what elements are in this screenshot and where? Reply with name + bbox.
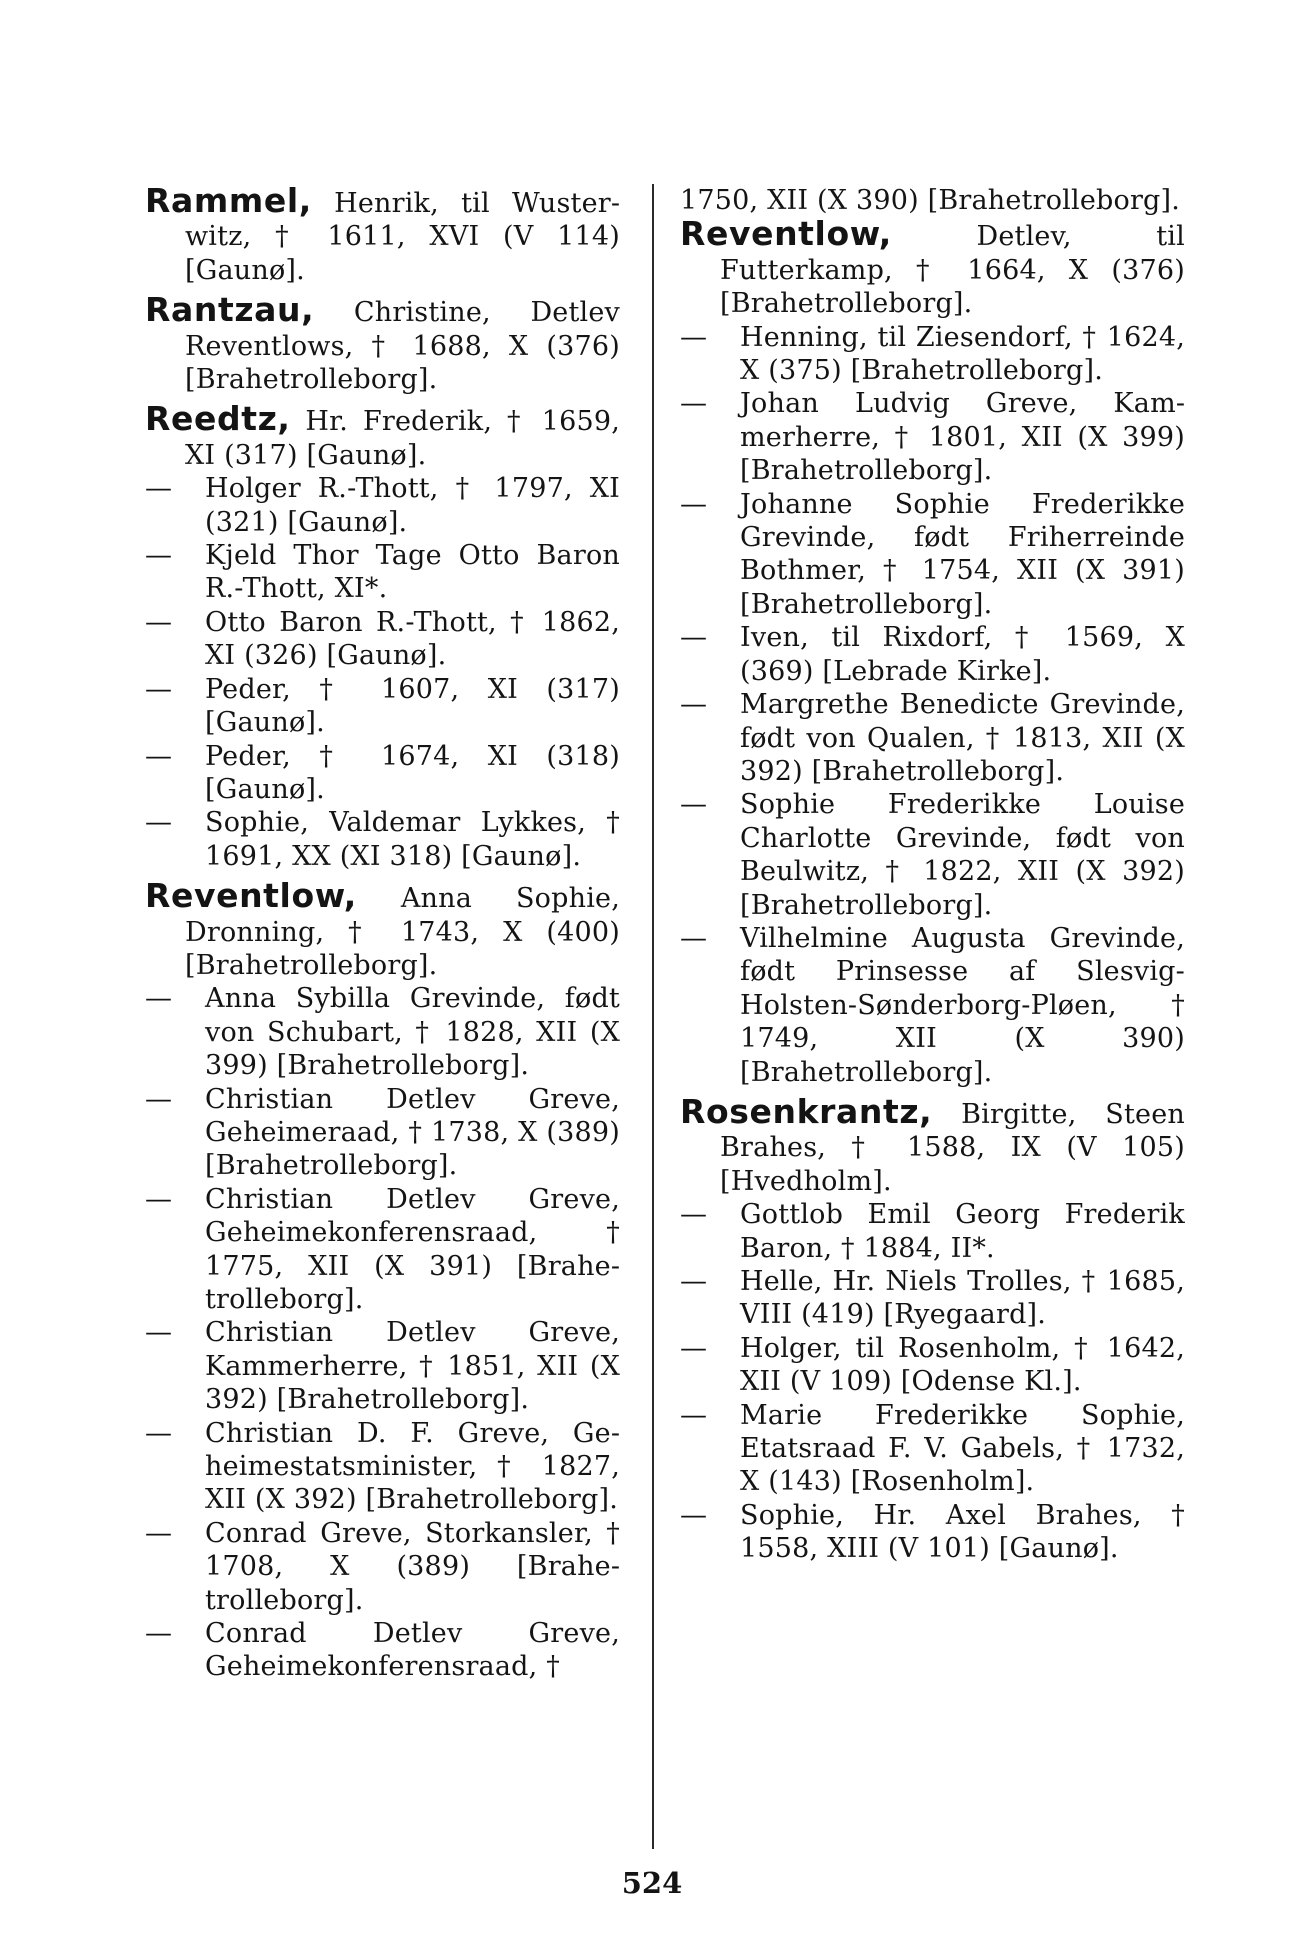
subentry: [680, 621, 1185, 688]
entry-reedtz: [145, 399, 620, 472]
page-number: 524: [621, 1866, 683, 1900]
subentry-text: Helle, Hr. Niels Trolles, † 1685, VIII (419) [Ryegaard].: [740, 1266, 1185, 1331]
entry-text: 1750, XII (X 390) [Brahetrolleborg].: [680, 185, 1181, 216]
subentry-text: Christian D. F. Greve, Geheimestatsminister, † 1827, XII (X 392) [Brahetrolleborg].: [205, 1417, 620, 1516]
subentry-text: Sophie Frederikke Louise Charlotte Grevinde, født von Beulwitz, † 1822, XII (X 392) [Brahetrolleborg].: [740, 789, 1185, 921]
entry-headword: Reventlow,: [680, 214, 892, 254]
subentry-text: Peder, † 1607, XI (317) [Gaunø].: [205, 673, 620, 739]
dash-mark: —: [680, 1332, 708, 1364]
subentry-text: Vilhelmine Augusta Grevinde, født Prinsesse af Slesvig-Holsten-Sønderborg-Pløen, † 1749, XII (X 390) [Brahetrolleborg].: [740, 922, 1185, 1088]
subentry: [680, 488, 1185, 622]
subentry-text: Sophie, Valdemar Lykkes, † 1691, XX (XI 318) [Gaunø].: [205, 807, 620, 872]
dash-mark: —: [145, 1083, 173, 1115]
subentry: [145, 472, 620, 539]
dash-mark: —: [680, 488, 708, 520]
dash-mark: —: [145, 740, 173, 772]
subentry-text: Christian Detlev Greve, Geheimekonferensraad, † 1775, XII (X 391) [Brahetrolleborg].: [205, 1183, 620, 1315]
subentry-text: Margrethe Benedicte Grevinde, født von Qualen, † 1813, XII (X 392) [Brahetrolleborg].: [740, 689, 1185, 787]
subentry: [145, 806, 620, 873]
subentry-text: Anna Sybilla Grevinde, født von Schubart, † 1828, XII (X 399) [Brahetrolleborg].: [205, 983, 620, 1082]
entry-headword: Rammel,: [145, 181, 312, 220]
subentry-text: Johan Ludvig Greve, Kammerherre, † 1801, XII (X 399) [Brahetrolleborg].: [740, 388, 1185, 487]
subentry: [145, 1316, 620, 1416]
subentry-text: Conrad Detlev Greve, Geheimekonferensraad, †: [205, 1618, 620, 1683]
dash-mark: —: [680, 321, 708, 353]
subentry-text: Holger R.-Thott, † 1797, XI (321) [Gaunø].: [205, 473, 620, 538]
subentry: [145, 539, 620, 606]
subentry: [145, 673, 620, 740]
subentry-text: Gottlob Emil Georg Frederik Baron, † 1884, II*.: [740, 1199, 1185, 1264]
entry-rantzau: [145, 290, 620, 396]
dash-mark: —: [145, 473, 173, 505]
subentry: [680, 1399, 1185, 1499]
subentry: [680, 1499, 1185, 1566]
subentry: [680, 788, 1185, 922]
entry-headword: Rosenkrantz,: [680, 1091, 933, 1131]
subentry: [145, 606, 620, 673]
entry-rammel: [145, 181, 620, 287]
subentry: [145, 1617, 620, 1684]
dash-mark: —: [680, 689, 708, 721]
dash-mark: —: [145, 1183, 173, 1215]
subentry: [680, 321, 1185, 388]
subentry-text: Henning, til Ziesendorf, † 1624, X (375) [Brahetrolleborg].: [740, 321, 1185, 387]
dash-mark: —: [145, 1618, 173, 1650]
entry-reventlow: [145, 876, 620, 982]
subentry: [145, 1417, 620, 1517]
dash-mark: —: [145, 983, 173, 1015]
entry-headword: Reedtz,: [145, 399, 291, 439]
dash-mark: —: [145, 1517, 173, 1549]
dash-mark: —: [145, 673, 173, 705]
entry-text: Christine, Detlev Reventlows, † 1688, X (376) [Brahetrolleborg].: [185, 297, 620, 396]
subentry-text: Holger, til Rosenholm, † 1642, XII (V 109) [Odense Kl.].: [740, 1332, 1185, 1398]
subentry: [145, 1517, 620, 1617]
subentry: [145, 982, 620, 1082]
right-column: [680, 184, 1185, 1566]
subentry-text: Johanne Sophie Frederikke Grevinde, født Friherreinde Bothmer, † 1754, XII (X 391) [Brahetrolleborg].: [740, 488, 1185, 620]
dash-mark: —: [680, 1199, 708, 1231]
dash-mark: —: [680, 1266, 708, 1297]
continuation-text: [680, 184, 1185, 217]
dash-mark: —: [680, 1399, 708, 1431]
entry-headword: Rantzau,: [145, 290, 315, 330]
subentry: [680, 1332, 1185, 1399]
dash-mark: —: [145, 1317, 173, 1349]
subentry-text: Iven, til Rixdorf, † 1569, X (369) [Lebrade Kirke].: [740, 622, 1185, 687]
left-column: [145, 181, 620, 1684]
subentry: [680, 1198, 1185, 1265]
subentry: [680, 1265, 1185, 1332]
entry-text: Anna Sophie, Dronning, † 1743, X (400) [Brahetrolleborg].: [185, 883, 620, 981]
subentry-text: Conrad Greve, Storkansler, † 1708, X (389) [Brahetrolleborg].: [205, 1517, 620, 1616]
dash-mark: —: [145, 540, 173, 572]
subentry: [145, 1183, 620, 1317]
entry-text: Detlev, til Futterkamp, † 1664, X (376) [Brahetrolleborg].: [720, 221, 1185, 320]
subentry-text: Marie Frederikke Sophie, Etatsraad F. V. Gabels, † 1732, X (143) [Rosenholm].: [740, 1399, 1185, 1498]
subentry: [145, 1083, 620, 1183]
column-divider: [652, 184, 654, 1849]
subentry-text: Kjeld Thor Tage Otto Baron R.-Thott, XI*.: [205, 540, 620, 605]
entry-headword: Reventlow,: [145, 876, 357, 916]
dash-mark: —: [680, 388, 708, 420]
dash-mark: —: [145, 606, 173, 638]
dash-mark: —: [680, 1499, 708, 1531]
subentry: [680, 922, 1185, 1089]
dash-mark: —: [680, 789, 708, 821]
subentry: [680, 387, 1185, 487]
subentry: [145, 740, 620, 807]
subentry-text: Peder, † 1674, XI (318) [Gaunø].: [205, 740, 620, 805]
dash-mark: —: [680, 922, 708, 954]
subentry-text: Sophie, Hr. Axel Brahes, † 1558, XIII (V 101) [Gaunø].: [740, 1499, 1185, 1565]
dash-mark: —: [680, 622, 708, 654]
entry-reventlow-continued: [680, 214, 1185, 320]
entry-text: Birgitte, Steen Brahes, † 1588, IX (V 105) [Hvedholm].: [720, 1098, 1185, 1197]
subentry-text: Otto Baron R.-Thott, † 1862, XI (326) [Gaunø].: [205, 606, 620, 672]
entry-rosenkrantz: [680, 1091, 1185, 1198]
dash-mark: —: [145, 1417, 173, 1449]
entry-text: Hr. Frederik, † 1659, XI (317) [Gaunø].: [185, 406, 620, 471]
subentry-text: Christian Detlev Greve, Kammerherre, † 1851, XII (X 392) [Brahetrolleborg].: [205, 1317, 620, 1416]
subentry-text: Christian Detlev Greve, Geheimeraad, † 1738, X (389) [Brahetrolleborg].: [205, 1083, 620, 1182]
dash-mark: —: [145, 807, 173, 839]
entry-text: Henrik, til Wusterwitz, † 1611, XVI (V 114) [Gaunø].: [185, 188, 620, 286]
subentry: [680, 688, 1185, 788]
